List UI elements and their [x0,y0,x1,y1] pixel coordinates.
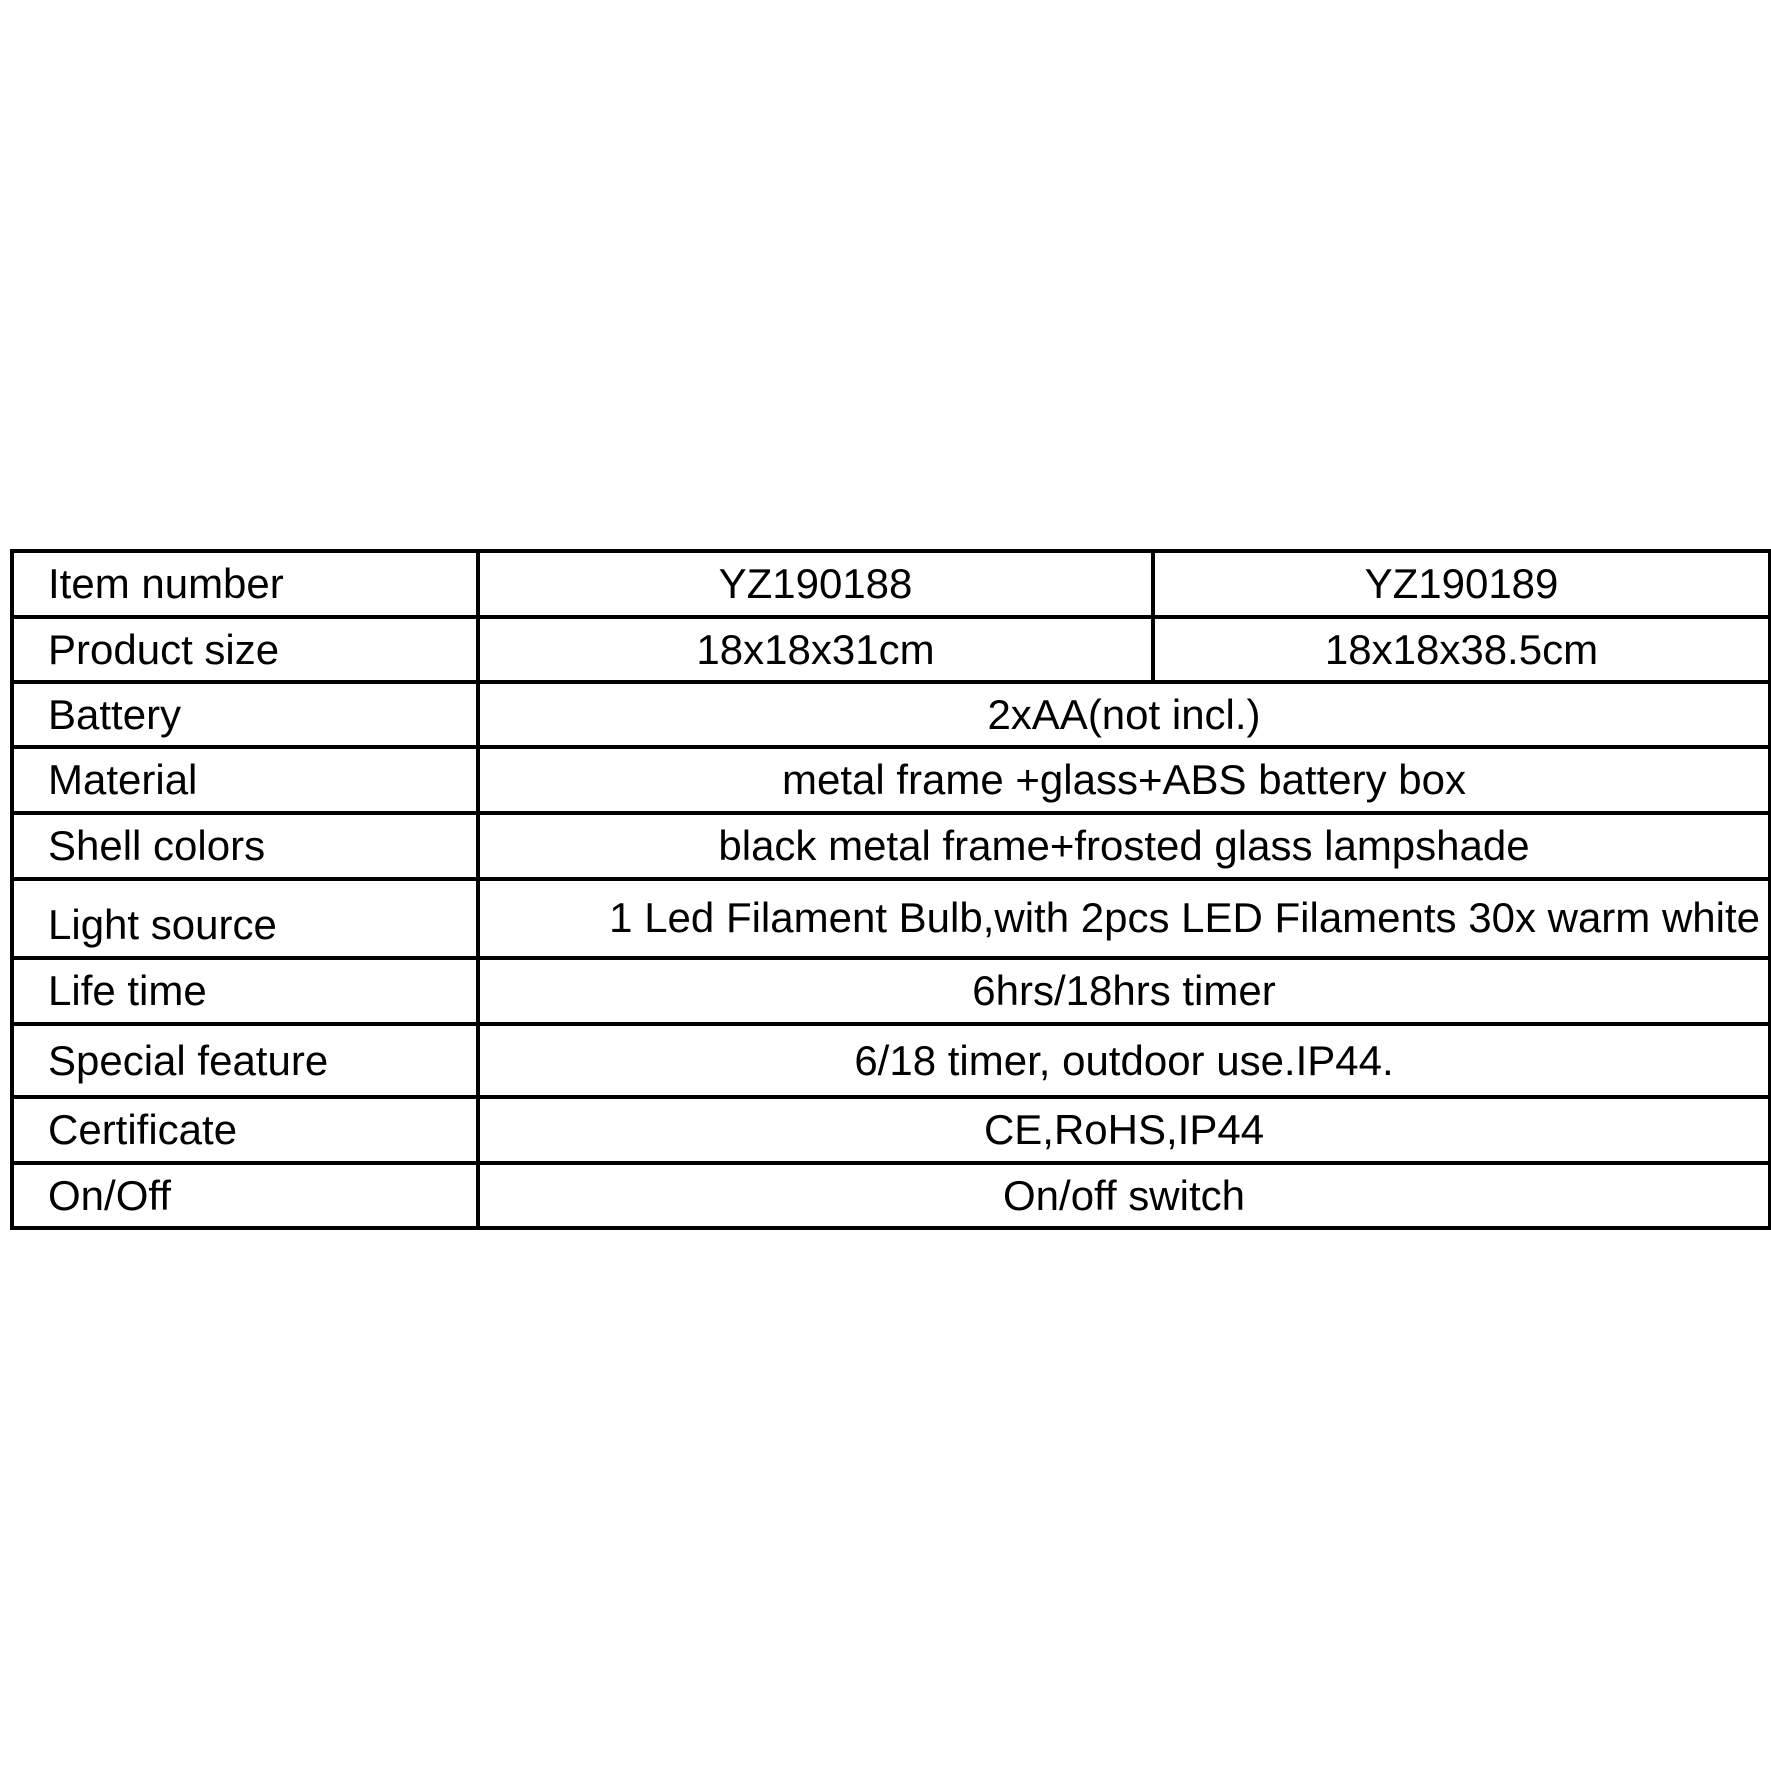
material-value: metal frame +glass+ABS battery box [478,747,1770,813]
row-label: Item number [12,551,478,617]
table-row-life-time [12,958,1770,1024]
product-size-value-1: 18x18x31cm [478,617,1153,682]
row-label: On/Off [12,1163,478,1228]
life-time-value: 6hrs/18hrs timer [478,958,1770,1024]
product-spec-table [10,549,1771,1230]
item-number-value-2: YZ190189 [1153,551,1770,617]
table-row-on-off [12,1163,1770,1228]
certificate-value: CE,RoHS,IP44 [478,1097,1770,1163]
table-row-battery [12,682,1770,747]
table-row-special-feature [12,1024,1770,1097]
table-row-light-source [12,879,1770,958]
row-label: Shell colors [12,813,478,879]
item-number-value-1: YZ190188 [478,551,1153,617]
table-row-material [12,747,1770,813]
shell-colors-value: black metal frame+frosted glass lampshade [478,813,1770,879]
row-label: Light source [12,879,478,958]
row-label: Special feature [12,1024,478,1097]
battery-value: 2xAA(not incl.) [478,682,1770,747]
row-label: Life time [12,958,478,1024]
table-row-shell-colors [12,813,1770,879]
row-label: Battery [12,682,478,747]
product-size-value-2: 18x18x38.5cm [1153,617,1770,682]
table-row-certificate [12,1097,1770,1163]
row-label: Certificate [12,1097,478,1163]
table-row-item-number [12,551,1770,617]
row-label: Material [12,747,478,813]
table-row-product-size [12,617,1770,682]
light-source-value: 1 Led Filament Bulb,with 2pcs LED Filaments 30x warm white [478,879,1770,958]
on-off-value: On/off switch [478,1163,1770,1228]
special-feature-value: 6/18 timer, outdoor use.IP44. [478,1024,1770,1097]
row-label: Product size [12,617,478,682]
